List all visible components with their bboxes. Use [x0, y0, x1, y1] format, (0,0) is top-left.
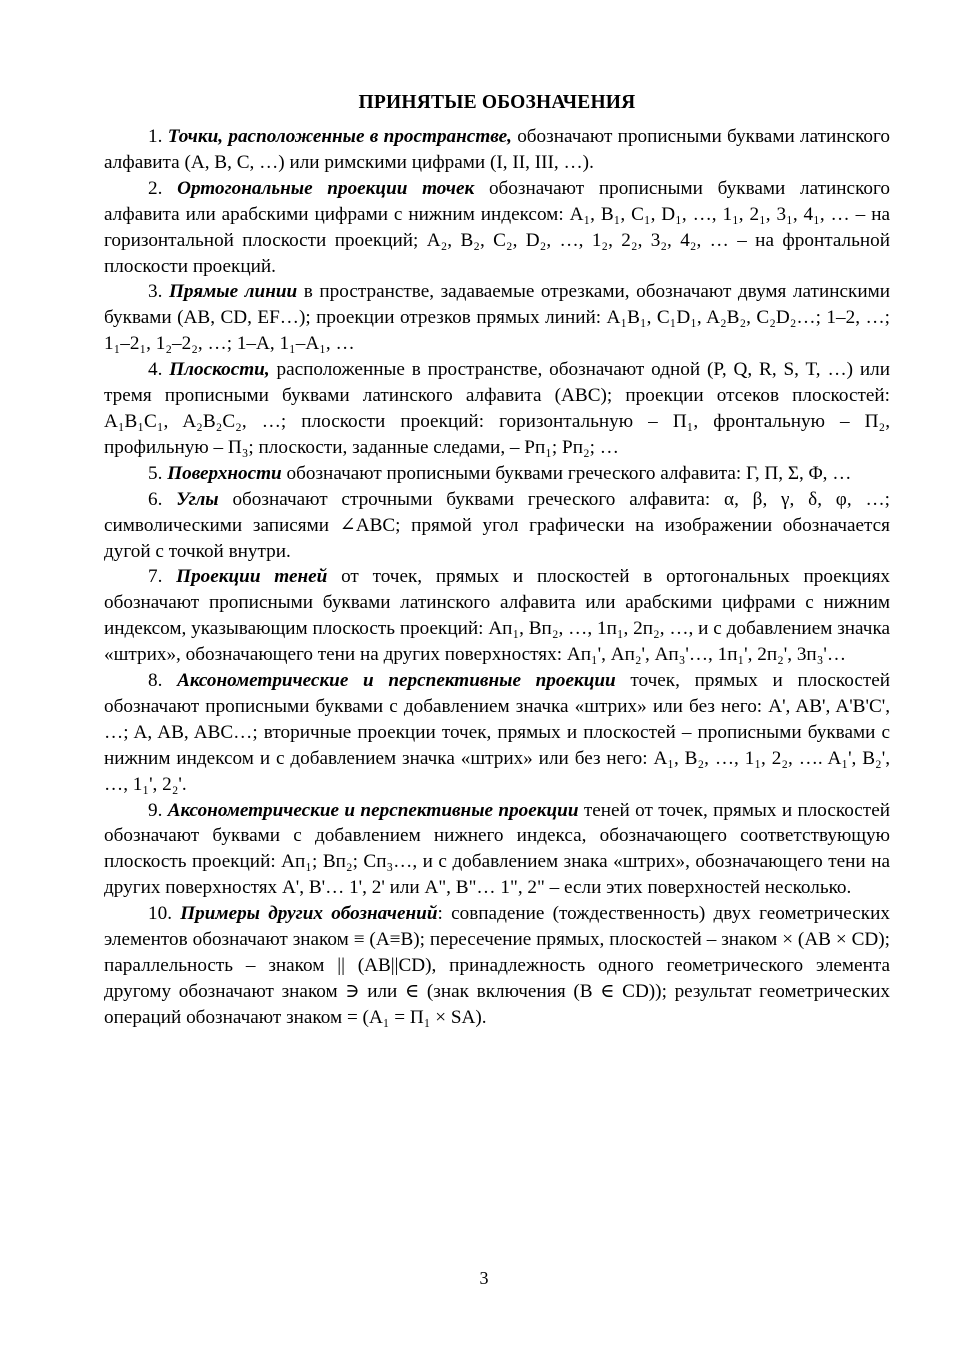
item-term: Ортогональные проекции точек [177, 177, 475, 199]
item-term: Проекции теней [176, 566, 328, 588]
document-page [104, 88, 890, 1031]
page-title: ПРИНЯТЫЕ ОБОЗНАЧЕНИЯ [358, 92, 636, 113]
item-term: Аксонометрические и перспективные проекции [177, 670, 616, 692]
item-term: Поверхности [167, 462, 282, 484]
item-text: совпадение (тождественность) двух геометрических элементов обозначают знаком ≡ (A≡B); пересечение прямых, плоскостей – знаком × (AB × CD); параллельность – знаком || (AB||CD), принадлежность одного геометрического элемента другому обозначают знаком ∋ или ∈ (знак включения (B ∈ CD)); результат геометрических операций обозначают знаком = (A₁ = Π₁ × SA). [104, 903, 890, 1028]
list-item [104, 798, 890, 902]
item-text: от точек, прямых и плоскостей в ортогональных проекциях обозначают прописными буквами латинского алфавита или арабскими цифрами с нижним индексом, указывающим плоскость проекций: Aп₁, Bп₂, …, 1п₁, 2п₂, …, и с добавлением значка «штрих», обозначающего тени на других поверхностях: Aп₁', Aп₂', Aп₃'…, 1п₁', 2п₂', 3п₃'… [104, 566, 890, 666]
list-item [104, 279, 890, 357]
item-term: Примеры других обозначений [180, 903, 438, 925]
item-text: расположенные в пространстве, обозначают одной (P, Q, R, S, T, …) или тремя прописными буквами латинского алфавита (ABC); проекции отсеков плоскостей: A₁B₁C₁, A₂B₂C₂, …; плоскости проекций: горизонтальную – П₁, фронтальную – П₂, профильную – П₃; плоскости, заданные следами, – Pп₁; Pп₂; … [104, 359, 890, 458]
item-separator [616, 670, 631, 691]
item-separator [327, 566, 341, 587]
item-number: 4. [148, 359, 170, 381]
list-item [104, 564, 890, 668]
item-term: Точки, расположенные в пространстве, [167, 126, 512, 147]
item-number: 1. [148, 126, 168, 147]
item-number: 6. [148, 488, 177, 510]
list-item [104, 901, 890, 1031]
item-text: обозначают прописными буквами латинского алфавита или арабскими цифрами с нижним индексом: A₁, B₁, C₁, D₁, …, 1₁, 2₁, 3₁, 4₁, … – на горизонтальной плоскости проекций; A₂, B₂, C₂, D₂, …, 1₂, 2₂, 3₂, 4₂, … – на фронтальной плоскости проекций. [104, 177, 890, 277]
item-number: 7. [148, 566, 177, 588]
item-number: 9. [148, 799, 168, 821]
item-separator [270, 359, 277, 380]
list-item [104, 461, 890, 487]
item-text: обозначают строчными буквами греческого алфавита: α, β, γ, δ, φ, …; символическими записями ∠ABC; прямой угол графически на изображении обозначается дугой с точкой внутри. [104, 488, 891, 562]
list-item [104, 176, 890, 280]
item-separator [297, 281, 304, 302]
list-item [104, 668, 890, 798]
item-number: 3. [148, 281, 169, 303]
item-separator [474, 178, 489, 199]
item-separator: : [437, 903, 452, 925]
page-number: 3 [479, 1268, 489, 1288]
item-text: точек, прямых и плоскостей обозначают прописными буквами с добавлением значка «штрих» или без него: A', AB', A'B'C', …; A, AB, ABC…; вторичные проекции точек, прямых и плоскостей – прописными буквами с нижним индексом и с добавлением значка «штрих» или без него: A₁, B₂, …, 1₁, 2₂, …. A₁', B₂', …, 1₁', 2₂'. [104, 670, 891, 795]
item-text: обозначают прописными буквами греческого алфавита: Γ, Π, Σ, Φ, … [286, 462, 852, 484]
item-term: Плоскости, [169, 359, 270, 381]
list-item [104, 357, 890, 461]
list-item [104, 487, 890, 565]
item-number: 8. [148, 670, 178, 692]
item-text: теней от точек, прямых и плоскостей обозначают буквами с добавлением нижнего индекса, обозначающего соответствующую плоскость проекций: Aп₁; Bп₂; Cп₃…, и с добавлением знака «штрих», обозначающего тени на других поверхностях A', B'… 1', 2' или A", B"… 1", 2" – если этих поверхностей несколько. [104, 799, 890, 899]
item-term: Прямые линии [168, 281, 298, 303]
item-text: в пространстве, задаваемые отрезками, обозначают двумя латинскими буквами (AB, CD, EF…); проекции отрезков прямых линий: A₁B₁, C₁D₁, A₂B₂, C₂D₂…; 1–2, …; 1₁–2₁, 1₂–2₂, …; 1–A, 1₁–A₁, … [104, 281, 890, 355]
item-number: 2. [148, 177, 178, 199]
item-term: Аксонометрические и перспективные проекции [167, 799, 579, 821]
item-separator [219, 489, 233, 510]
item-number: 10. [148, 903, 181, 925]
item-term: Углы [176, 488, 219, 510]
list-item [104, 124, 890, 176]
item-text: обозначают прописными буквами латинского алфавита (A, B, C, …) или римскими цифрами (I, II, III, …). [104, 126, 890, 173]
item-number: 5. [148, 462, 168, 484]
